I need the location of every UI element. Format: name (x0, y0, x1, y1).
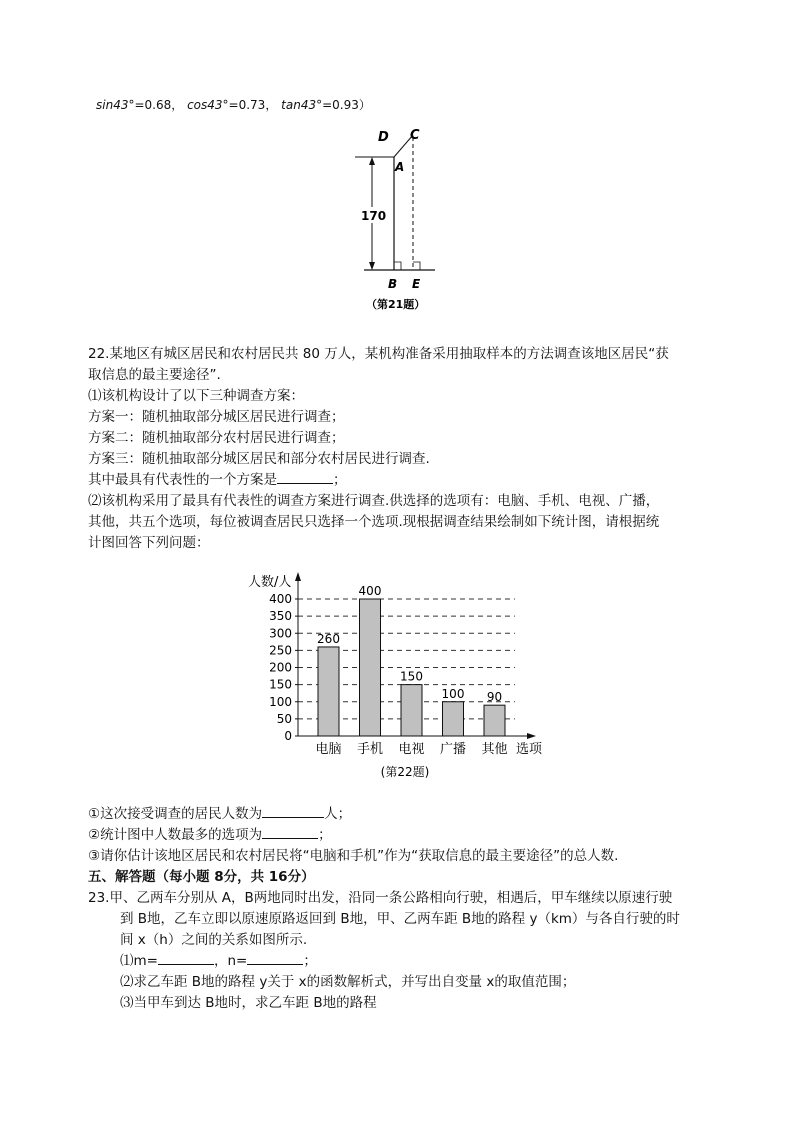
slant-line (394, 135, 413, 157)
x-axis-title: 选项 (516, 742, 543, 757)
answer-blank-m[interactable] (158, 951, 214, 965)
label-b: B (388, 277, 398, 291)
x-category-label: 手机 (356, 742, 384, 757)
bar-value-label: 100 (441, 686, 465, 701)
section-five-title: 五、解答题（每小题 8分，共 16分） (88, 869, 315, 885)
arrow-head-bottom (369, 262, 375, 270)
arrow-head-top (369, 157, 375, 165)
cos-label: cos43° (187, 98, 229, 112)
cos-value: =0.73 (228, 98, 266, 112)
label-a: A (395, 160, 405, 174)
q23-line3: 间 x（h）之间的关系如图所示. (120, 932, 308, 948)
right-angle-e (413, 262, 420, 270)
q22-sub2-end: ； (318, 827, 332, 843)
answer-blank-n[interactable] (247, 951, 303, 965)
q23-line2: 到 B地，乙车立即以原速原路返回到 B地，甲、乙两车距 B地的路程 y（km）与各自行驶的时 (120, 911, 680, 927)
bar (318, 647, 339, 736)
q22-sub2-text: ②统计图中人数最多的选项为 (88, 827, 263, 843)
bar (401, 685, 422, 736)
q22-ask1-text: 其中最具有代表性的一个方案是 (88, 472, 277, 488)
plan-two: 方案二：随机抽取部分农村居民进行调查； (88, 430, 345, 446)
y-tick-label: 300 (269, 626, 292, 641)
bar-value-label: 400 (358, 584, 382, 598)
x-category-label: 电视 (398, 742, 425, 757)
y-tick-label: 200 (269, 660, 292, 675)
plan-three: 方案三：随机抽取部分城区居民和部分农村居民进行调查. (88, 451, 430, 467)
q23-line1: 23.甲、乙两车分别从 A，B两地同时出发，沿同一条公路相向行驶，相遇后，甲车继续以原速行驶 (88, 890, 673, 906)
bar-value-label: 260 (317, 631, 340, 646)
q22-sub1-end: 人； (324, 806, 352, 822)
q23-part1 (120, 951, 317, 971)
bar-value-label: 90 (486, 690, 503, 705)
bar-chart-22 (240, 568, 560, 788)
y-axis-arrow (295, 572, 301, 581)
y-tick-label: 100 (269, 694, 292, 709)
label-e: E (412, 277, 421, 291)
q22-part2-line3: 计图回答下列问题： (88, 535, 210, 551)
q22-part1: ⑴该机构设计了以下三种调查方案： (88, 388, 304, 404)
chart-caption: (第22题) (380, 765, 430, 779)
fig21-caption: （第21题） (366, 298, 426, 311)
bar (443, 702, 464, 736)
y-tick-label: 50 (276, 711, 292, 726)
trig-values-line: sin43°=0.68， cos43°=0.73， tan43°=0.93） (96, 98, 371, 112)
label-c: C (410, 128, 420, 143)
sin-value: =0.68 (134, 98, 172, 112)
sin-label: sin43° (96, 98, 135, 112)
bar (484, 705, 505, 736)
tan-label: tan43° (281, 98, 323, 112)
q22-ask1 (88, 470, 347, 490)
q22-sub3: ③请你估计该地区居民和农村居民将“电脑和手机”作为“获取信息的最主要途径”的总人数. (88, 848, 619, 864)
x-axis-arrow (527, 733, 536, 739)
y-tick-label: 250 (269, 643, 292, 658)
answer-blank-1[interactable] (277, 470, 333, 484)
q23-n-label: ，n= (213, 953, 248, 969)
q23-part2: ⑵求乙车距 B地的路程 y关于 x的函数解析式，并写出自变量 x的取值范围； (120, 974, 576, 990)
bar-value-label: 150 (400, 669, 423, 684)
y-tick-label: 350 (269, 609, 292, 624)
q23-part1-end: ； (303, 953, 317, 969)
q22-part2-line2: 其他，共五个选项，每位被调查居民只选择一个选项.现根据调查结果绘制如下统计图，请根据统 (88, 514, 660, 530)
height-label: 170 (361, 209, 387, 223)
x-category-label: 其他 (481, 742, 508, 757)
y-tick-label: 0 (284, 729, 292, 743)
y-tick-label: 150 (269, 677, 292, 692)
bar (360, 599, 381, 736)
y-tick-label: 400 (269, 592, 292, 606)
q22-sub1-text: ①这次接受调查的居民人数为 (88, 806, 263, 822)
q23-part3: ⑶当甲车到达 B地时，求乙车距 B地的路程 (120, 995, 377, 1011)
y-axis-title: 人数/人 (248, 575, 292, 590)
answer-blank-3[interactable] (262, 825, 318, 839)
q23-m-label: ⑴m= (120, 953, 158, 969)
label-d: D (378, 130, 389, 145)
plan-one: 方案一：随机抽取部分城区居民进行调查； (88, 409, 345, 425)
x-category-label: 电脑 (315, 742, 342, 757)
x-category-label: 广播 (439, 742, 467, 757)
close-paren: ） (358, 98, 371, 112)
right-angle-b (394, 262, 401, 270)
figure-21 (350, 125, 470, 320)
q22-part2-line1: ⑵该机构采用了最具有代表性的调查方案进行调查.供选择的选项有：电脑、手机、电视、广播， (88, 493, 660, 509)
q22-intro-line2: 取信息的最主要途径”. (88, 367, 221, 383)
answer-blank-2[interactable] (262, 804, 324, 818)
q22-sub1 (88, 804, 351, 824)
q22-intro-line1: 22.某地区有城区居民和农村居民共 80 万人，某机构准备采用抽取样本的方法调查该地区居民“获 (88, 346, 669, 362)
q22-sub2 (88, 825, 332, 845)
q22-ask1-end: ； (333, 472, 347, 488)
tan-value: =0.93 (322, 98, 359, 112)
